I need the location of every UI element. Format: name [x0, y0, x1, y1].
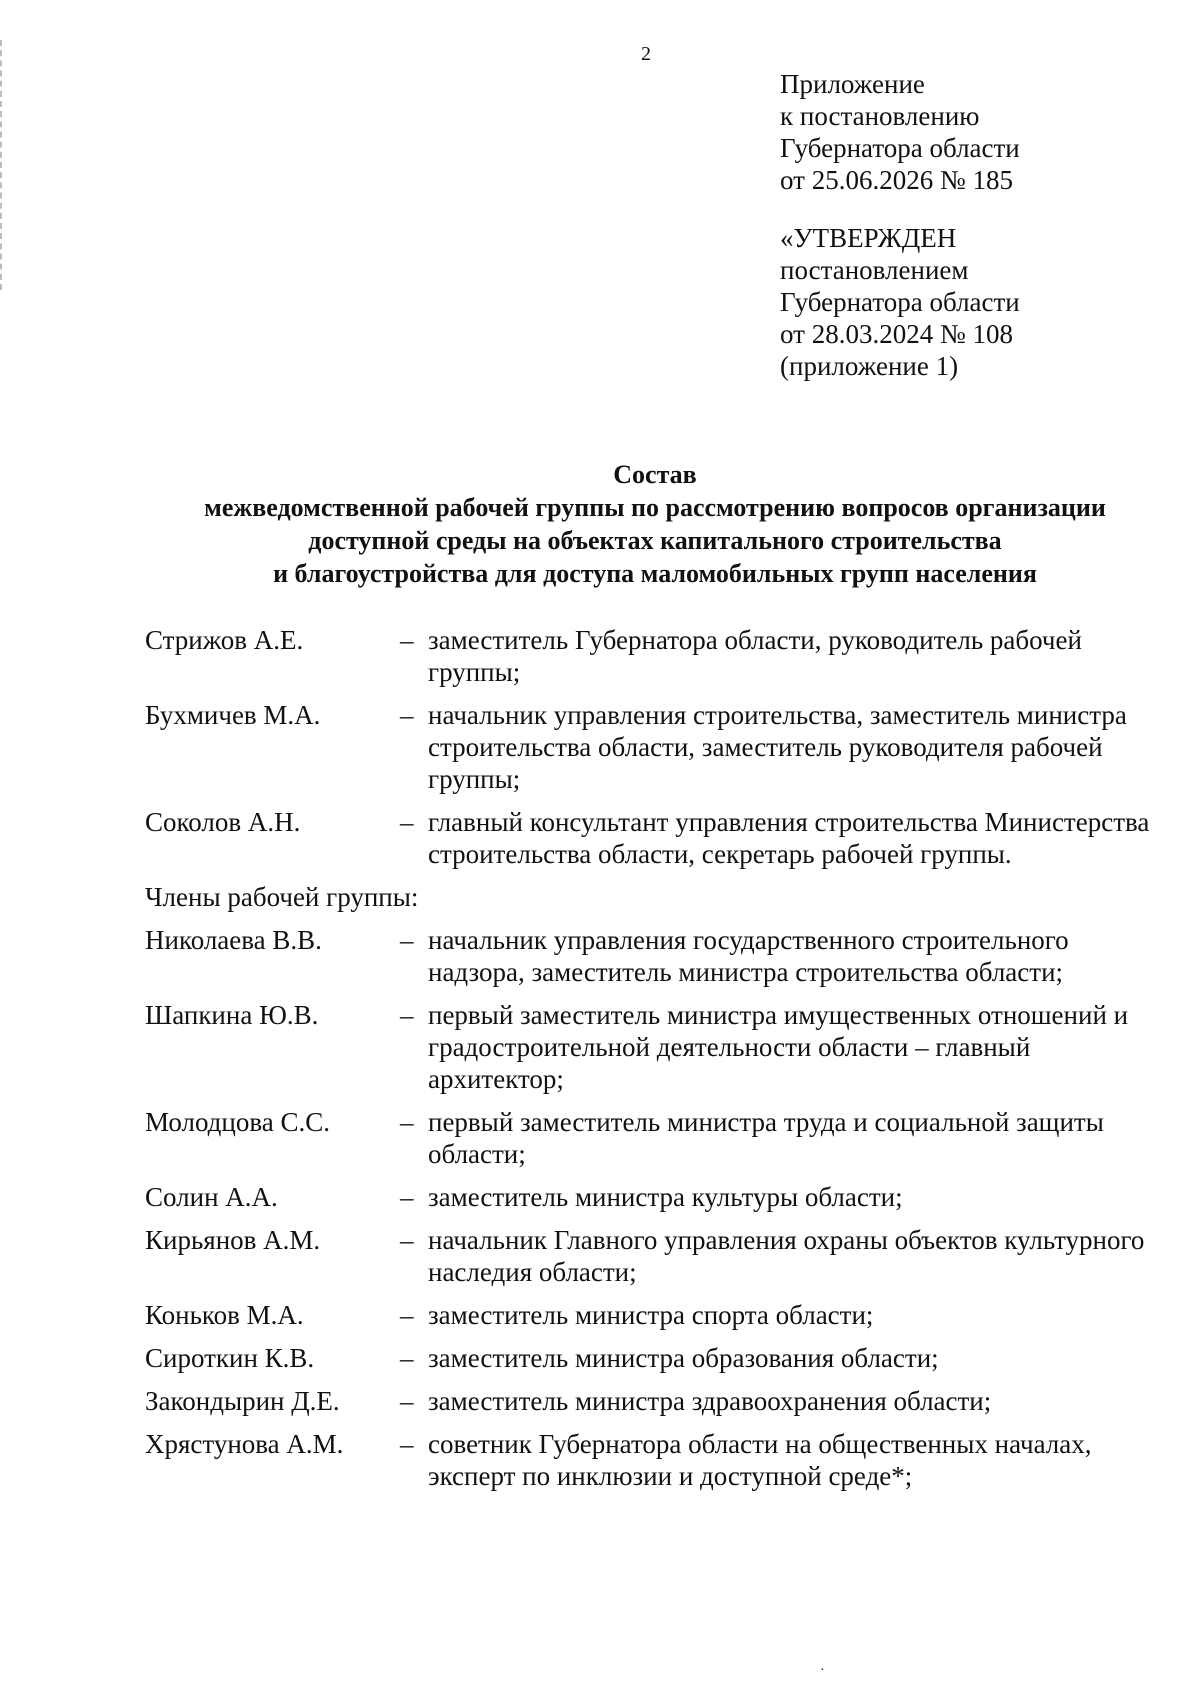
list-item	[145, 1224, 1155, 1288]
appendix-line: Приложение	[780, 69, 925, 99]
approval-line: «УТВЕРЖДЕН	[780, 223, 957, 253]
title-line: доступной среды на объектах капитального строительства	[308, 526, 1002, 555]
member-name: Солин А.А.	[145, 1182, 278, 1212]
member-position: первый заместитель министра имущественных отношений и градостроительной деятельности области – главный архитектор;	[428, 1000, 1129, 1094]
member-position: заместитель министра здравоохранения области;	[428, 1386, 992, 1416]
appendix-line: к постановлению	[780, 101, 980, 131]
member-position: заместитель Губернатора области, руководитель рабочей группы;	[428, 625, 1082, 687]
approval-lines	[780, 222, 1160, 382]
approval-line: Губернатора области	[780, 287, 1020, 317]
list-item	[145, 624, 1155, 688]
member-dash: –	[400, 925, 414, 955]
member-name: Хрястунова А.М.	[145, 1429, 344, 1459]
list-item	[145, 1299, 1155, 1331]
title-line: межведомственной рабочей группы по рассмотрению вопросов организации	[204, 493, 1106, 522]
list-item	[145, 1342, 1155, 1374]
member-dash: –	[400, 1225, 414, 1255]
list-item	[145, 806, 1155, 870]
member-dash: –	[400, 1107, 414, 1137]
member-dash: –	[400, 1343, 414, 1373]
member-position: заместитель министра образования области;	[428, 1343, 939, 1373]
appendix-line: Губернатора области	[780, 133, 1020, 163]
list-item	[145, 924, 1155, 988]
member-position: заместитель министра культуры области;	[428, 1182, 903, 1212]
member-name: Стрижов А.Е.	[145, 625, 304, 655]
member-dash: –	[400, 1300, 414, 1330]
member-dash: –	[400, 1182, 414, 1212]
member-name: Молодцова С.С.	[145, 1107, 331, 1137]
approval-line: от 28.03.2024 № 108	[780, 319, 1013, 349]
member-dash: –	[400, 1000, 414, 1030]
member-dash: –	[400, 625, 414, 655]
document-title	[130, 458, 1180, 590]
member-position: первый заместитель министра труда и социальной защиты области;	[428, 1107, 1104, 1169]
appendix-lines	[780, 68, 1160, 196]
title-line: и благоустройства для доступа маломобильных групп населения	[273, 559, 1037, 588]
list-item	[145, 999, 1155, 1095]
appendix-line: от 25.06.2026 № 185	[780, 165, 1013, 195]
member-position: заместитель министра спорта области;	[428, 1300, 874, 1330]
member-name: Бухмичев М.А.	[145, 700, 321, 730]
list-item	[145, 1181, 1155, 1213]
member-dash: –	[400, 1429, 414, 1459]
member-name: Николаева В.В.	[145, 925, 322, 955]
member-position: начальник управления государственного строительного надзора, заместитель министра строительства области;	[428, 925, 1069, 987]
list-item	[145, 1106, 1155, 1170]
scan-edge-marks	[0, 40, 5, 290]
member-position: советник Губернатора области на общественных началах, эксперт по инклюзии и доступной среде*;	[428, 1429, 1092, 1491]
list-item	[145, 699, 1155, 795]
member-name: Сироткин К.В.	[145, 1343, 315, 1373]
approval-line: постановлением	[780, 255, 969, 285]
member-name: Соколов А.Н.	[145, 807, 301, 837]
member-name: Коньков М.А.	[145, 1300, 304, 1330]
member-dash: –	[400, 700, 414, 730]
members-list	[145, 624, 1155, 1503]
member-name: Кирьянов А.М.	[145, 1225, 321, 1255]
member-position: главный консультант управления строительства Министерства строительства области, секретарь рабочей группы.	[428, 807, 1150, 869]
member-dash: –	[400, 1386, 414, 1416]
member-dash: –	[400, 807, 414, 837]
members-heading: Члены рабочей группы:	[145, 882, 419, 912]
appendix-block	[780, 68, 1160, 382]
title-heading: Состав	[613, 460, 697, 489]
list-item	[145, 1385, 1155, 1417]
approval-line: (приложение 1)	[780, 351, 959, 381]
page-number: 2	[641, 43, 651, 65]
scan-dot: ·	[820, 1663, 825, 1678]
list-item	[145, 1428, 1155, 1492]
member-name: Шапкина Ю.В.	[145, 1000, 319, 1030]
member-position: начальник управления строительства, заместитель министра строительства области, заместитель руководителя рабочей группы;	[428, 700, 1127, 794]
member-position: начальник Главного управления охраны объектов культурного наследия области;	[428, 1225, 1145, 1287]
member-name: Закондырин Д.Е.	[145, 1386, 340, 1416]
